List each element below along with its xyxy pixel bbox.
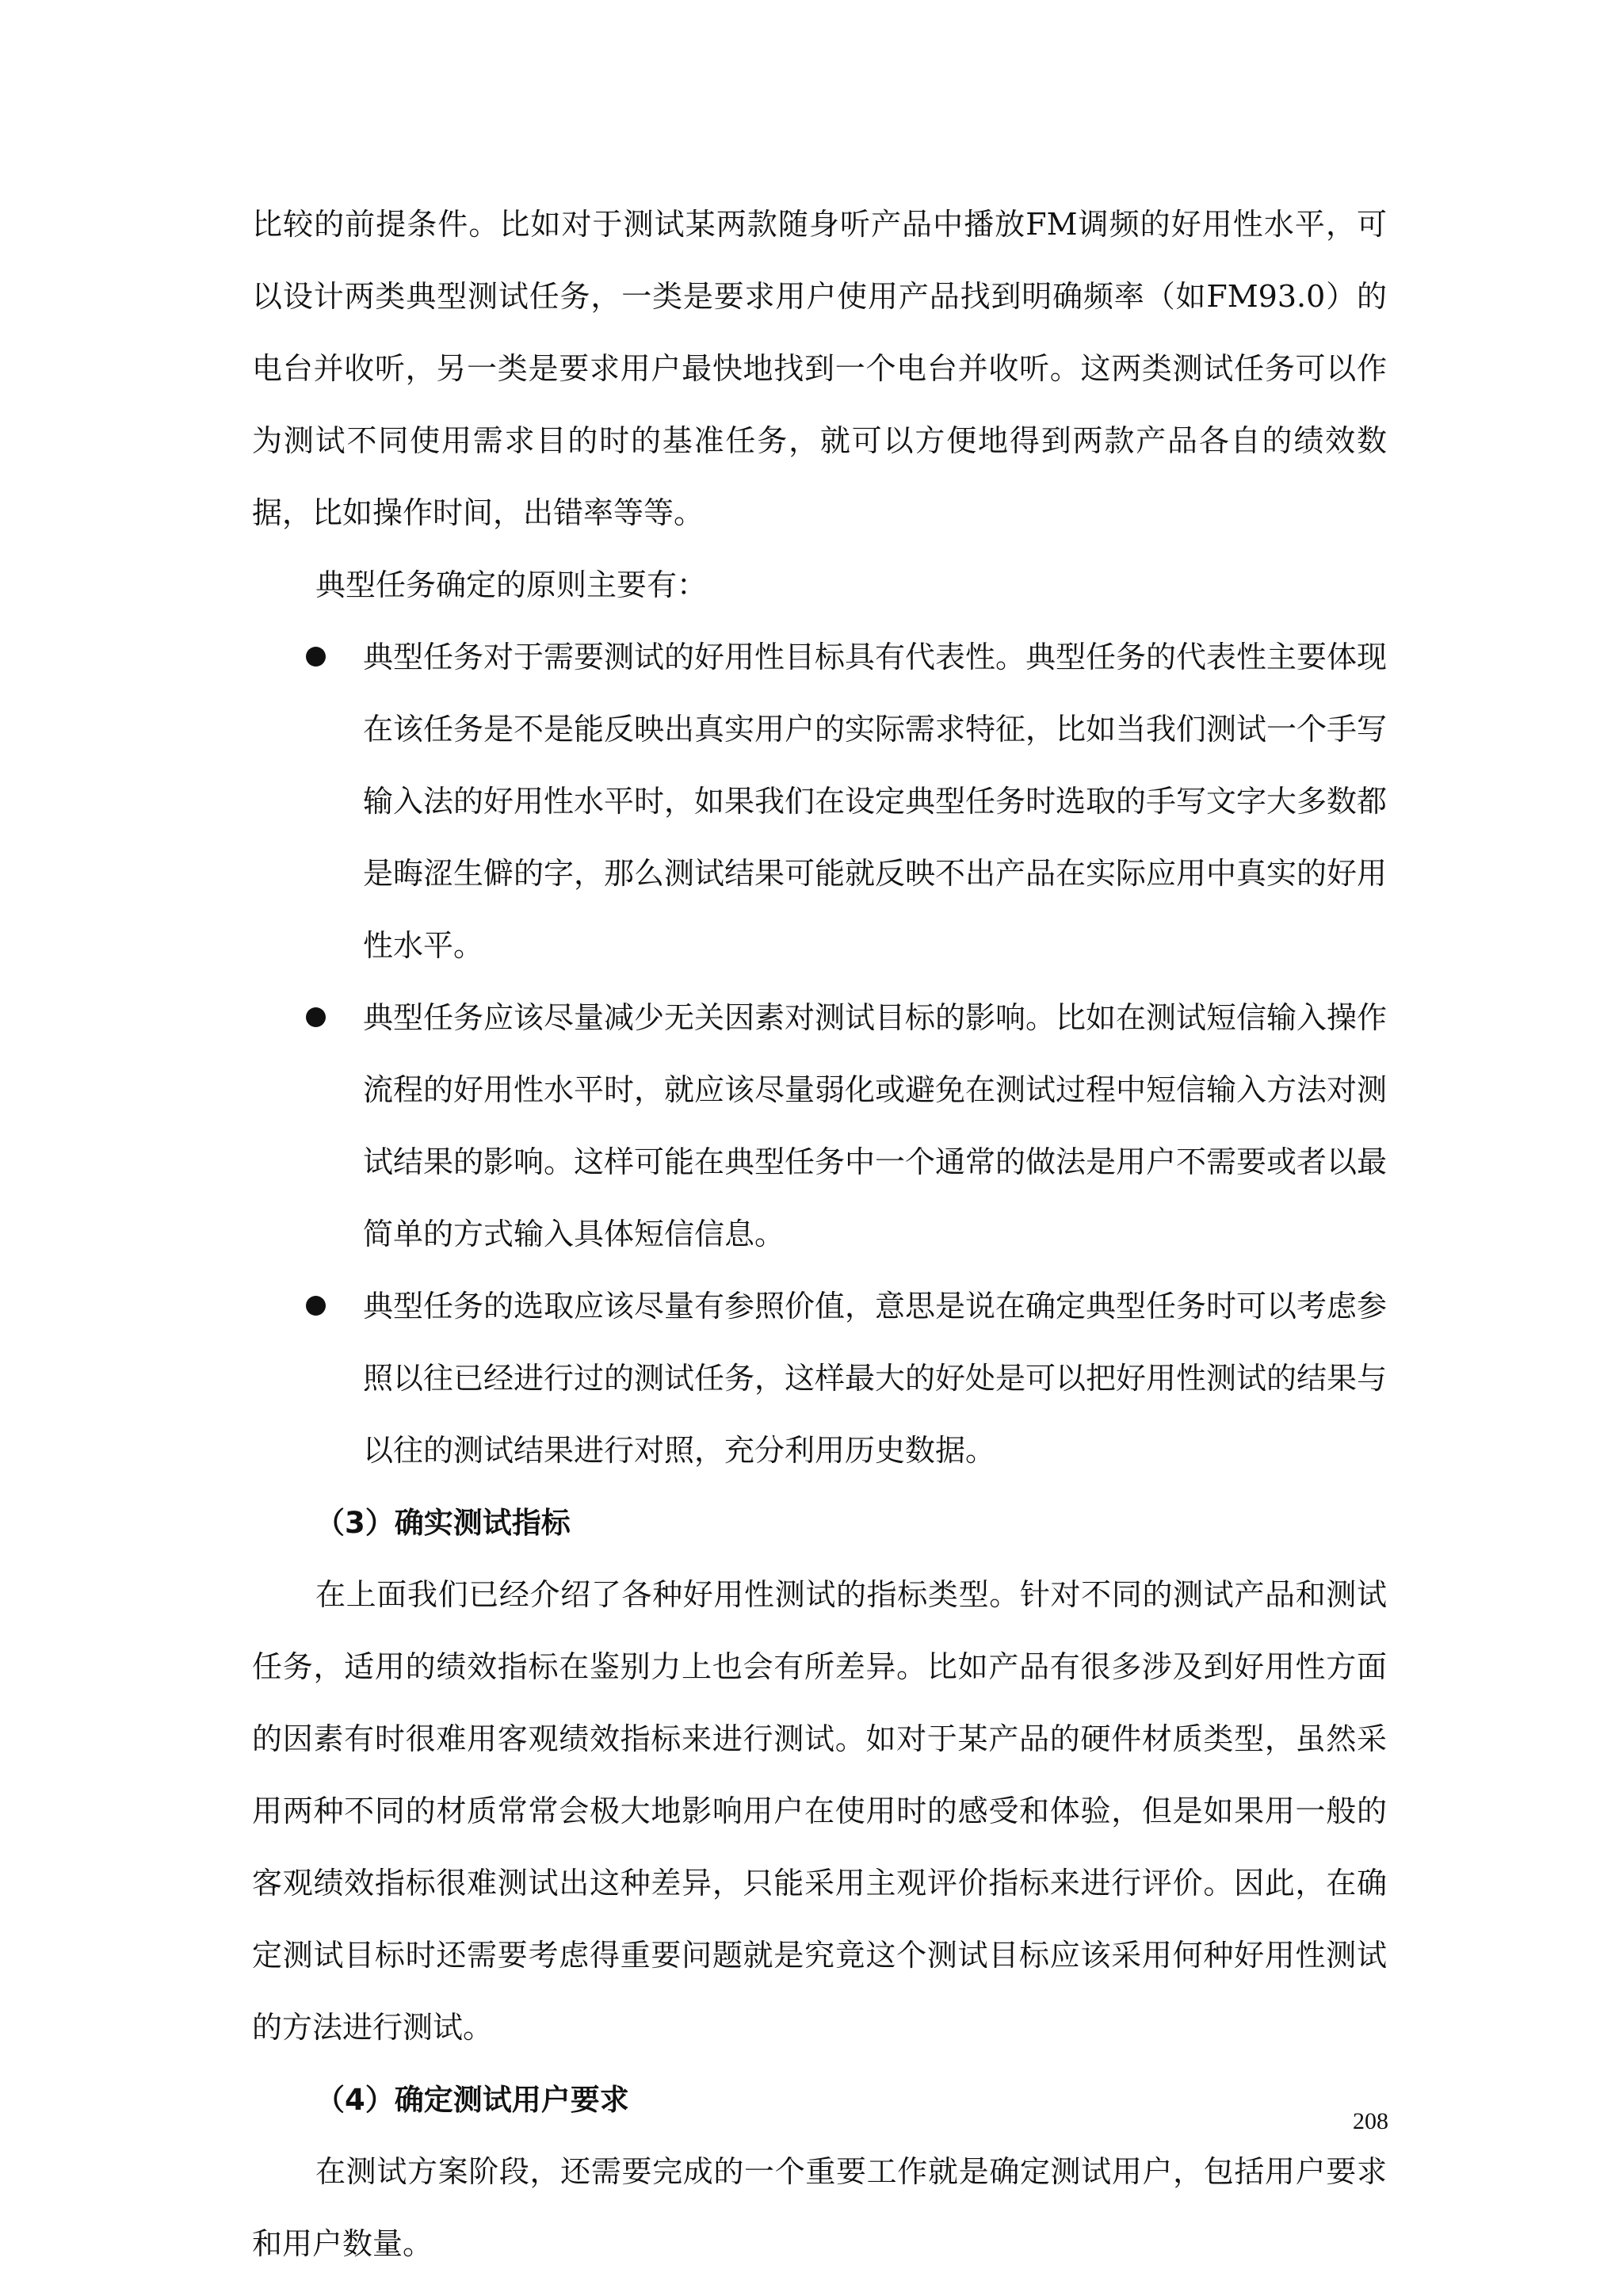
page-content [252, 189, 1387, 2280]
bullet-item-reduce-factors [252, 982, 1387, 1270]
principles-bullet-list [252, 621, 1387, 1487]
bullet-item-reference-value [252, 1270, 1387, 1487]
bullet-item-representative [252, 621, 1387, 982]
paragraph-users: 在测试方案阶段，还需要完成的一个重要工作就是确定测试用户，包括用户要求和用户数量。 [252, 2154, 1387, 2261]
paragraph-continuation: 比较的前提条件。比如对于测试某两款随身听产品中播放FM调频的好用性水平，可以设计两类典型测试任务，一类是要求用户使用产品找到明确频率（如FM93.0）的电台并收听，另一类是要求用户最快地找到一个电台并收听。这两类测试任务可以作为测试不同使用需求目的时的基准任务，就可以方便地得到两款产品各自的绩效数据，比如操作时间，出错率等等。 [252, 207, 1387, 530]
bullet-dot-icon [306, 1007, 326, 1027]
bullet-text: 典型任务的选取应该尽量有参照价值，意思是说在确定典型任务时可以考虑参照以往已经进行过的测试任务，这样最大的好处是可以把好用性测试的结果与以往的测试结果进行对照，充分利用历史数据。 [363, 1289, 1388, 1468]
bullet-dot-icon [306, 1296, 326, 1316]
page-number: 208 [1353, 2108, 1388, 2134]
bullet-dot-icon [306, 647, 326, 667]
bullet-text: 典型任务应该尽量减少无关因素对测试目标的影响。比如在测试短信输入操作流程的好用性水平时，就应该尽量弱化或避免在测试过程中短信输入方法对测试结果的影响。这样可能在典型任务中一个通常的做法是用户不需要或者以最简单的方式输入具体短信信息。 [363, 1000, 1388, 1251]
section-heading-metrics: （3）确实测试指标 [315, 1506, 571, 1540]
paragraph-metrics: 在上面我们已经介绍了各种好用性测试的指标类型。针对不同的测试产品和测试任务，适用的绩效指标在鉴别力上也会有所差异。比如产品有很多涉及到好用性方面的因素有时很难用客观绩效指标来进行测试。如对于某产品的硬件材质类型，虽然采用两种不同的材质常常会极大地影响用户在使用时的感受和体验，但是如果用一般的客观绩效指标很难测试出这种差异，只能采用主观评价指标来进行评价。因此，在确定测试目标时还需要考虑得重要问题就是究竟这个测试目标应该采用何种好用性测试的方法进行测试。 [252, 1577, 1387, 2045]
bullet-text: 典型任务对于需要测试的好用性目标具有代表性。典型任务的代表性主要体现在该任务是不是能反映出真实用户的实际需求特征，比如当我们测试一个手写输入法的好用性水平时，如果我们在设定典型任务时选取的手写文字大多数都是晦涩生僻的字，那么测试结果可能就反映不出产品在实际应用中真实的好用性水平。 [363, 640, 1388, 963]
section-heading-users: （4）确定测试用户要求 [315, 2083, 629, 2117]
paragraph-principles-intro: 典型任务确定的原则主要有： [315, 567, 708, 602]
